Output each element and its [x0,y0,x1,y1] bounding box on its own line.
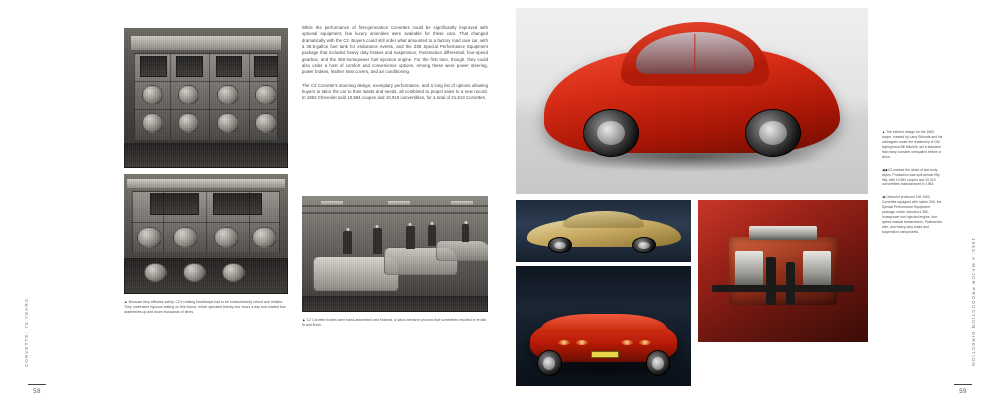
body-text-column [302,25,488,108]
caption-marker-triangle-icon: ▲ [124,300,128,304]
photo-detail [597,121,625,145]
photo-detail [803,251,830,288]
folio-right [952,384,974,395]
photo-detail [786,262,795,305]
photo-detail [583,109,639,157]
caption-text: C2 Corvette bodies were hand-assembled and finished, a labor-intensive process that sometimes resulted in erratic fit and finish. [302,318,487,328]
caption-two-body-styles [882,168,944,188]
caption-marker-double-triangle-icon: ◀◀ [882,167,888,172]
photo-red-split-window-coupe [516,8,868,194]
page-number-left: 58 [33,389,41,395]
body-paragraph-1: While the performance of first-generation Corvettes could be significantly improved with optional equipment, few luxury amenities were available for these cars. That changed dramatically with the C2. Buyers could still order what amounted to a factory road race car, with a 36.5-gallon fuel tank for endurance events, and the Z06 Special Performance Equipment package that included heavy duty brakes and suspension, Positraction differential, four-speed gearbox, and the 360-horsepower fuel-injection engine. For the first time, though, they could also order a host of comfort and convenience options. Among these were power steering, power brakes, leather seat covers, and air conditioning. [302,25,488,75]
photo-assembly-line [302,196,488,312]
photo-grain [124,174,288,294]
photo-headlamp-fixture-top [124,28,288,168]
body-paragraph-2: The C2 Corvette's stunning design, exemplary performance, and a long list of options allowing buyers to tailor the car to their wants and needs, all combined to propel sales to a new record. In 1963 Chevrolet sold 10,594 coupes and 10,919 convertibles, for a total of 21,513 Corvettes. [302,82,488,101]
caption-z06-package [882,195,944,235]
caption-text: Because they affected safety, C2's rotating headlamps had to be extraordinarily robust and reliable. They underwent rigorous testing on this fixture, which operated twenty-four hours a day and rotated four assemblies up and down thousands of times. [124,300,286,315]
photo-detail [638,242,650,249]
photo-detail [759,121,787,145]
photo-detail [591,351,619,358]
photo-detail [652,357,664,370]
photo-detail [749,226,817,240]
caption-marker-triangle-icon: ◀ [882,195,885,200]
caption-headlamp-fixture [124,300,288,315]
running-head-left: CORVETTE: 70 YEARS [24,297,29,367]
photo-engine-bay [698,200,868,342]
photo-detail [766,257,776,305]
photo-grain [124,28,288,168]
photo-detail [735,251,762,288]
photo-detail [712,285,855,292]
caption-text: C2 marked the debut of two body styles. Production was split almost fifty-fifty, with 10,594 coupes and 10,919 convertibles manufactured in 1963. [882,167,941,187]
photo-car-shape [544,49,840,153]
photo-detail [543,357,555,370]
photo-detail [541,314,667,333]
running-head-right: 1963: A MAJOR PRODUCTION DIRECTION [971,238,976,367]
caption-exterior-design [882,130,944,160]
photo-detail [554,242,566,249]
photo-detail [694,34,695,72]
photo-red-convertible [516,266,691,386]
sidebar-captions [882,130,944,243]
folio-rule-right [954,384,972,385]
photo-headlamp-fixture-bottom [124,174,288,294]
folio-left [26,384,48,395]
photo-detail [745,109,801,157]
photo-grain [302,196,488,312]
photo-gold-coupe [516,200,691,262]
caption-hand-assembly [302,318,488,328]
caption-marker-triangle-icon: ▲ [302,318,306,322]
folio-rule-left [28,384,46,385]
page-number-right: 59 [959,389,967,395]
photo-detail [537,350,562,376]
right-page [500,0,1000,407]
caption-marker-triangle-icon: ▲ [882,130,886,134]
caption-text: The exterior design for the 1963 coupe, created by Larry Shinoda and his colleagues under the leadership of GM styling boss Bill Mitchell, set a standard that many consider unequaled before or since. [882,130,943,159]
caption-text: Chevrolet produced 199 1963 Corvettes equipped with option Z06, the Special Performance Equipment package, which included a 360-horsepower fuel-injected engine, four-speed manual transmission, Positraction axle, and heavy-duty brake and suspension components. [882,195,943,234]
